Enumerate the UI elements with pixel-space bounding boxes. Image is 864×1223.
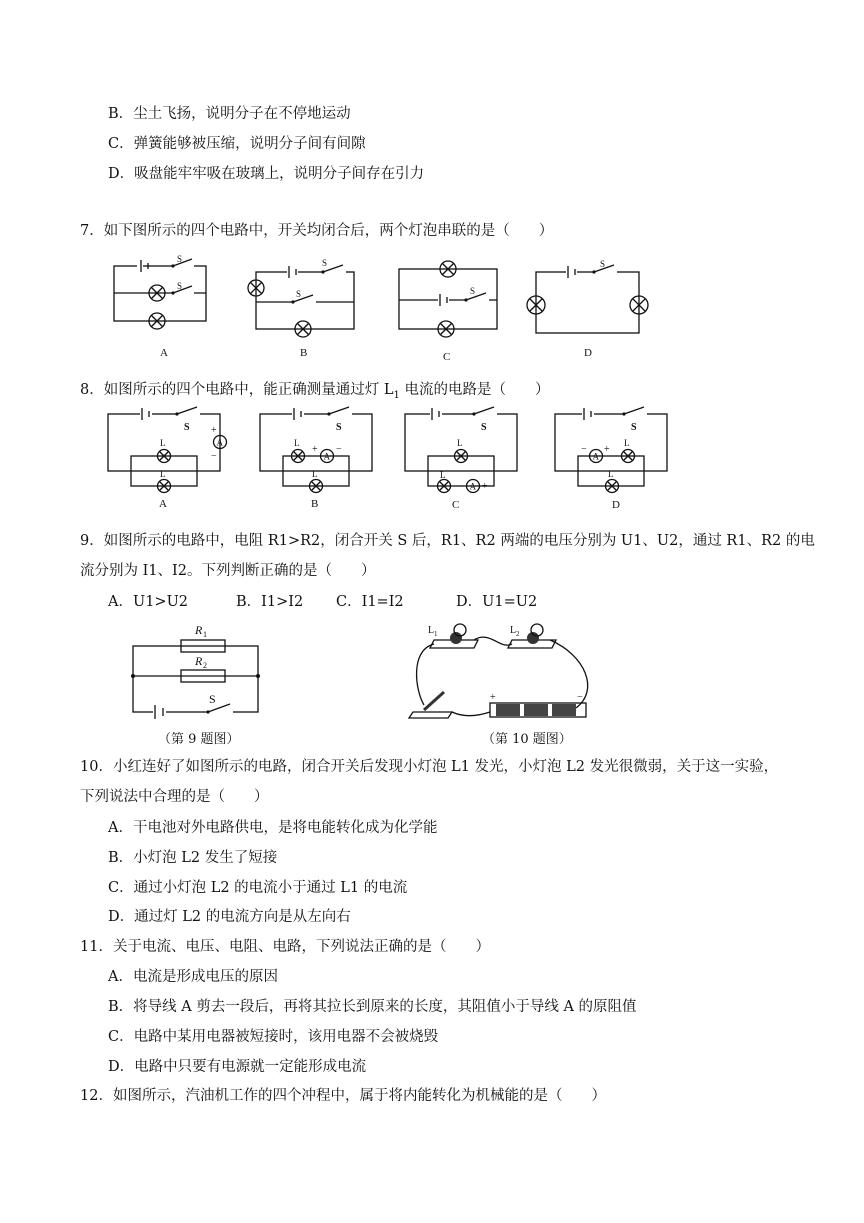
svg-text:S: S <box>322 258 328 268</box>
svg-text:−: − <box>577 692 583 703</box>
q8-label-c: C <box>452 499 460 511</box>
q7-label-d: D <box>584 347 592 359</box>
q7-label-a: A <box>160 347 168 359</box>
svg-text:S: S <box>631 422 637 433</box>
q6-option-b: B．尘土飞扬，说明分子在不停地运动 <box>108 106 351 122</box>
q6-option-d: D．吸盘能牢牢吸在玻璃上，说明分子间存在引力 <box>108 166 425 182</box>
svg-text:1: 1 <box>203 630 207 639</box>
svg-text:R: R <box>195 623 203 637</box>
q9-option-c: C．I1=I2 <box>336 594 404 610</box>
switch-knife-icon <box>409 692 452 718</box>
svg-text:+: + <box>482 481 488 492</box>
q11-option-b: B．将导线 A 剪去一段后，再将其拉长到原来的长度，其阻值小于导线 A 的原阻值 <box>108 999 637 1015</box>
battery-pack-icon <box>490 692 586 717</box>
q8-label-b: B <box>311 498 319 510</box>
svg-text:S: S <box>470 286 476 296</box>
q7a-switch2-label: S <box>177 281 183 291</box>
q9-figure-caption: （第 9 题图） <box>158 732 240 747</box>
svg-text:A: A <box>323 451 330 462</box>
svg-text:−: − <box>211 451 217 462</box>
q11-option-d: D．电路中只要有电源就一定能形成电流 <box>108 1059 367 1075</box>
q9-stem-line1: 9．如图所示的电路中，电阻 R1>R2，闭合开关 S 后，R1、R2 两端的电压分别为 U1、U2，通过 R1、R2 的电 <box>80 533 815 549</box>
svg-text:2: 2 <box>516 630 520 638</box>
svg-text:+: + <box>604 444 610 455</box>
q7-label-c: C <box>443 351 451 363</box>
q7a-switch1-label: S <box>177 254 183 264</box>
svg-text:S: S <box>481 422 487 433</box>
svg-text:A: A <box>216 437 223 448</box>
q10-option-b: B．小灯泡 L2 发生了短接 <box>108 850 278 866</box>
svg-text:S: S <box>209 692 216 706</box>
svg-text:L: L <box>428 625 435 636</box>
svg-text:+: + <box>312 444 318 455</box>
q10-option-d: D．通过灯 L2 的电流方向是从左向右 <box>108 909 351 925</box>
svg-text:S: S <box>296 289 302 299</box>
svg-text:L: L <box>440 470 446 480</box>
lamp-board-l1 <box>428 624 478 648</box>
svg-text:+: + <box>490 692 496 703</box>
svg-text:L: L <box>624 438 630 448</box>
q7-label-b: B <box>300 347 308 359</box>
svg-text:−: − <box>459 481 465 492</box>
q10-option-c: C．通过小灯泡 L2 的电流小于通过 L1 的电流 <box>108 880 408 896</box>
lamp-board-l2 <box>508 624 556 648</box>
q7-stem: 7．如下图所示的四个电路中，开关均闭合后，两个灯泡串联的是（ ） <box>80 223 554 239</box>
svg-text:L: L <box>457 438 463 448</box>
svg-text:2: 2 <box>203 661 207 670</box>
q12-stem: 12．如图所示，汽油机工作的四个冲程中，属于将内能转化为机械能的是（ ） <box>80 1088 606 1104</box>
svg-text:1: 1 <box>434 630 438 638</box>
svg-text:R: R <box>195 654 203 668</box>
q6-option-c: C．弹簧能够被压缩，说明分子间有间隙 <box>108 136 366 152</box>
q10-stem-line1: 10．小红连好了如图所示的电路，闭合开关后发现小灯泡 L1 发光，小灯泡 L2 发光很微弱，关于这一实验， <box>80 759 779 775</box>
q10-option-a: A．干电池对外电路供电，是将电能转化成为化学能 <box>108 820 438 836</box>
svg-text:L: L <box>312 469 318 479</box>
q11-option-c: C．电路中某用电器被短接时，该用电器不会被烧毁 <box>108 1029 439 1045</box>
svg-text:+: + <box>211 425 217 436</box>
q11-option-a: A．电流是形成电压的原因 <box>108 969 278 985</box>
svg-text:−: − <box>336 444 342 455</box>
svg-text:S: S <box>600 259 606 269</box>
svg-text:S: S <box>336 422 342 433</box>
svg-text:A: A <box>469 481 476 492</box>
svg-text:L: L <box>160 438 166 448</box>
svg-text:L: L <box>510 625 517 636</box>
svg-text:S: S <box>184 422 190 433</box>
q9-option-b: B．I1>I2 <box>236 594 304 610</box>
q8-stem: 8．如图所示的四个电路中，能正确测量通过灯 $L_1$ 电流的电路是（ ） <box>80 382 550 401</box>
q10-stem-line2: 下列说法中合理的是（ ） <box>80 789 269 805</box>
svg-text:L: L <box>294 438 300 448</box>
q10-figure-caption: （第 10 题图） <box>482 732 572 747</box>
q8-label-a: A <box>159 498 167 510</box>
svg-text:L: L <box>608 469 614 479</box>
svg-text:L: L <box>160 469 166 479</box>
q8-label-d: D <box>612 499 620 511</box>
q9-option-a: A．U1>U2 <box>108 594 189 610</box>
q11-stem: 11．关于电流、电压、电阻、电路，下列说法正确的是（ ） <box>80 939 490 955</box>
q9-option-d: D．U1=U2 <box>456 594 538 610</box>
svg-text:−: − <box>581 444 587 455</box>
svg-text:A: A <box>592 451 599 462</box>
q9-stem-line2: 流分别为 I1、I2。下列判断正确的是（ ） <box>80 563 376 579</box>
